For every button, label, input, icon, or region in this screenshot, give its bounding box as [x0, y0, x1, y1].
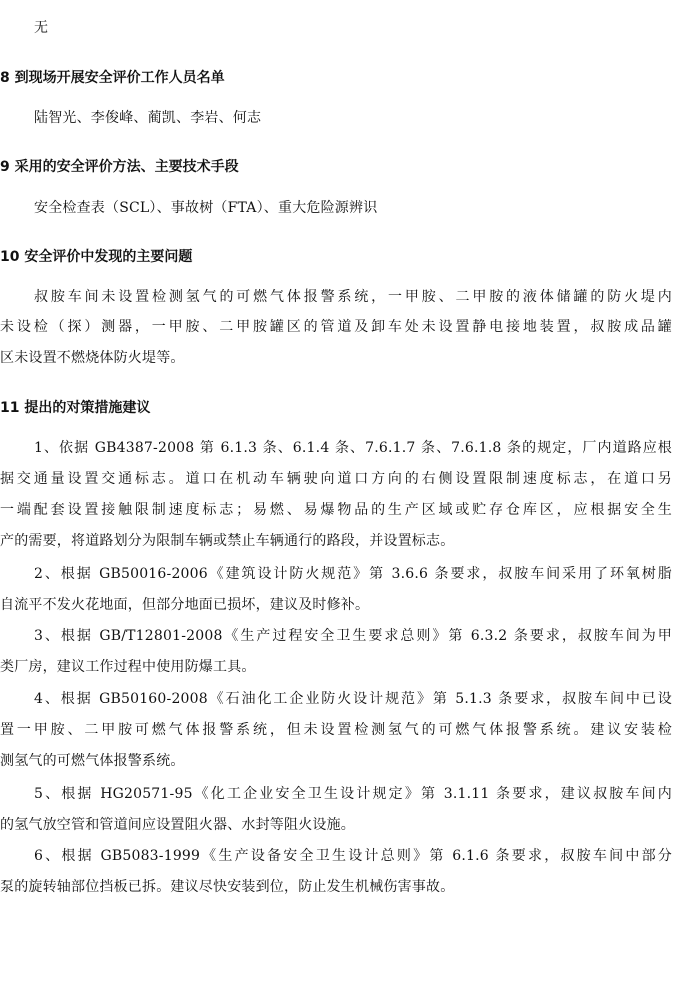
section-8-heading: 8 到现场开展安全评价工作人员名单 — [0, 70, 225, 86]
section-11-item-4-line-3: 测氢气的可燃气体报警系统。 — [0, 753, 185, 769]
section-11-item-6-line-1: 6、根据 GB5083-1999《生产设备安全卫生设计总则》第 6.1.6 条要求，叔胺车间中部分 — [34, 848, 672, 864]
section-10-heading: 10 安全评价中发现的主要问题 — [0, 249, 193, 265]
section-10-line-3: 区未设置不燃烧体防火堤等。 — [0, 350, 185, 366]
section-11-item-2-line-2: 自流平不发火花地面，但部分地面已损坏，建议及时修补。 — [0, 597, 370, 613]
section-11-item-5-line-2: 的氢气放空管和管道间应设置阻火器、水封等阻火设施。 — [0, 817, 355, 833]
section-9-methods: 安全检查表（SCL）、事故树（FTA）、重大危险源辨识 — [34, 200, 378, 216]
section-11-item-1-line-2: 据交通量设置交通标志。道口在机动车辆驶向道口方向的右侧设置限制速度标志，在道口另 — [0, 471, 672, 487]
section-11-item-5-line-1: 5、根据 HG20571-95《化工企业安全卫生设计规定》第 3.1.11 条要求，建议叔胺车间内 — [34, 786, 672, 802]
section-11-item-6-line-2: 泵的旋转轴部位挡板已拆。建议尽快安装到位，防止发生机械伤害事故。 — [0, 879, 455, 895]
section-10-line-2: 未设检（探）测器，一甲胺、二甲胺罐区的管道及卸车处未设置静电接地装置，叔胺成品罐 — [0, 319, 672, 335]
section-11-item-2-line-1: 2、根据 GB50016-2006《建筑设计防火规范》第 3.6.6 条要求，叔胺车间采用了环氧树脂 — [34, 566, 672, 582]
section-11-item-1-line-3: 一端配套设置接触限制速度标志；易燃、易爆物品的生产区域或贮存仓库区，应根据安全生 — [0, 502, 672, 518]
section-11-item-3-line-2: 类厂房，建议工作过程中使用防爆工具。 — [0, 659, 256, 675]
none-text: 无 — [34, 20, 49, 36]
section-11-item-3-line-1: 3、根据 GB/T12801-2008《生产过程安全卫生要求总则》第 6.3.2 条要求，叔胺车间为甲 — [34, 628, 672, 644]
section-9-heading: 9 采用的安全评价方法、主要技术手段 — [0, 159, 239, 175]
section-11-item-4-line-2: 置一甲胺、二甲胺可燃气体报警系统，但未设置检测氢气的可燃气体报警系统。建议安装检 — [0, 722, 672, 738]
section-8-names: 陆智光、李俊峰、蔺凯、李岩、何志 — [34, 110, 262, 126]
section-11-item-1-line-1: 1、依据 GB4387-2008 第 6.1.3 条、6.1.4 条、7.6.1.7 条、7.6.1.8 条的规定，厂内道路应根 — [34, 440, 672, 456]
section-10-line-1: 叔胺车间未设置检测氢气的可燃气体报警系统，一甲胺、二甲胺的液体储罐的防火堤内 — [34, 289, 672, 305]
section-11-item-4-line-1: 4、根据 GB50160-2008《石油化工企业防火设计规范》第 5.1.3 条要求，叔胺车间中已设 — [34, 691, 672, 707]
section-11-item-1-line-4: 产的需要，将道路划分为限制车辆或禁止车辆通行的路段，并设置标志。 — [0, 533, 455, 549]
section-11-heading: 11 提出的对策措施建议 — [0, 400, 151, 416]
